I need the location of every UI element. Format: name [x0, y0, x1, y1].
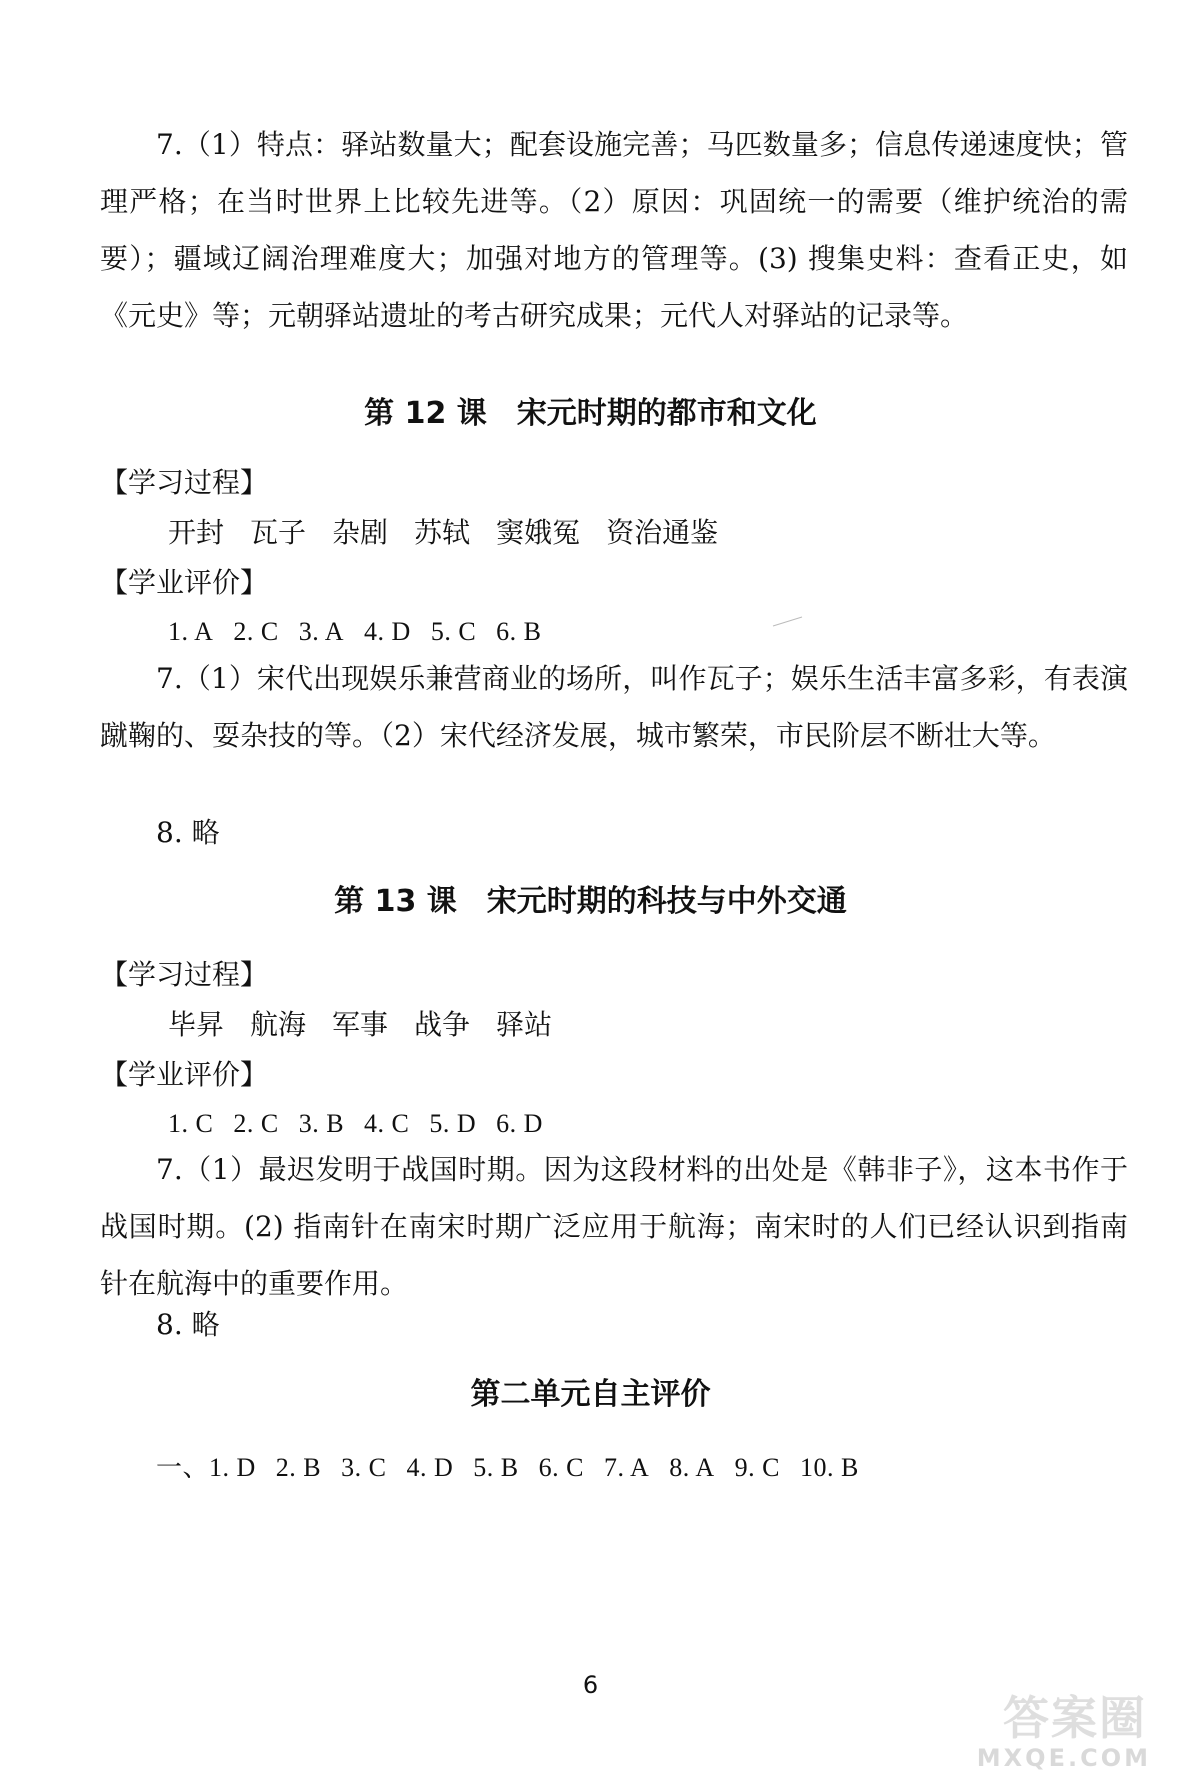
answer: 2. C: [233, 617, 279, 646]
term: 战争: [414, 1008, 471, 1041]
lesson-12-process-label: 【学习过程】: [100, 466, 269, 499]
unit-2-title: 第二单元自主评价: [470, 1377, 711, 1412]
answer: 3. C: [341, 1453, 387, 1482]
answer: 4. D: [406, 1453, 454, 1482]
scan-mark: [772, 616, 804, 628]
term: 瓦子: [250, 516, 307, 549]
watermark-logo: 答案圈: [1003, 1691, 1147, 1745]
answer: 3. A: [298, 617, 345, 646]
term: 驿站: [496, 1008, 553, 1041]
answer-prefix: 一、: [156, 1453, 210, 1482]
answer: 2. C: [233, 1109, 279, 1138]
answer: 4. C: [364, 1109, 410, 1138]
answer: 5. C: [430, 617, 477, 646]
answer: 6. B: [496, 617, 542, 646]
answer: 3. B: [298, 1109, 345, 1138]
lesson-13-process-label: 【学习过程】: [100, 958, 269, 991]
answer: 2. B: [275, 1453, 322, 1482]
term: 资治通鉴: [606, 516, 719, 549]
page-number: 6: [582, 1671, 599, 1699]
lesson-12-terms: [168, 513, 744, 553]
answer: 6. D: [496, 1109, 543, 1138]
lesson-12-answers: [168, 612, 562, 652]
answer: 4. D: [364, 617, 411, 646]
term: 苏轼: [414, 516, 471, 549]
answer: 6. C: [538, 1453, 584, 1482]
prev-question-7: 7.（1）特点：驿站数量大；配套设施完善；马匹数量多；信息传递速度快；管理严格；在当时世界上比较先进等。（2）原因：巩固统一的需要（维护统治的需要）；疆域辽阔治理难度大；加强对地方的管理等。(3) 搜集史料：查看正史，如《元史》等；元朝驿站遗址的考古研究成果；元代人对驿站的记录等。: [100, 128, 1128, 332]
lesson-12-question-7: 7.（1）宋代出现娱乐兼营商业的场所，叫作瓦子；娱乐生活丰富多彩，有表演蹴鞠的、耍杂技的等。（2）宋代经济发展，城市繁荣，市民阶层不断壮大等。: [100, 662, 1128, 752]
term: 窦娥冤: [496, 516, 581, 549]
answer: 10. B: [799, 1453, 859, 1482]
answer: 9. C: [734, 1453, 780, 1482]
term: 开封: [168, 516, 225, 549]
term: 航海: [250, 1008, 307, 1041]
lesson-13-answers: [168, 1104, 563, 1144]
lesson-12-title: 第 12 课 宋元时期的都市和文化: [364, 396, 817, 431]
unit-2-answers: [156, 1448, 859, 1488]
lesson-13-title: 第 13 课 宋元时期的科技与中外交通: [334, 884, 847, 919]
lesson-12-question-8: 8. 略: [156, 816, 220, 849]
term: 杂剧: [332, 516, 389, 549]
answer: 7. A: [603, 1453, 650, 1482]
lesson-12-eval-label: 【学业评价】: [100, 566, 269, 599]
answer: 1. C: [168, 1109, 214, 1138]
answer: 5. D: [429, 1109, 477, 1138]
term: 军事: [332, 1008, 389, 1041]
term: 毕昇: [168, 1008, 225, 1041]
lesson-13-eval-label: 【学业评价】: [100, 1058, 269, 1091]
lesson-13-terms: [168, 1005, 578, 1045]
answer: 1. D: [209, 1453, 256, 1482]
site-watermark: [961, 1678, 1151, 1778]
answer: 8. A: [669, 1453, 715, 1482]
answer: 1. A: [168, 617, 214, 646]
answer: 5. B: [473, 1453, 519, 1482]
watermark-site: MXQE.COM: [976, 1744, 1151, 1772]
lesson-13-question-7: 7.（1）最迟发明于战国时期。因为这段材料的出处是《韩非子》，这本书作于战国时期。(2) 指南针在南宋时期广泛应用于航海；南宋时的人们已经认识到指南针在航海中的重要作用。: [100, 1153, 1128, 1300]
lesson-13-question-8: 8. 略: [156, 1308, 220, 1341]
